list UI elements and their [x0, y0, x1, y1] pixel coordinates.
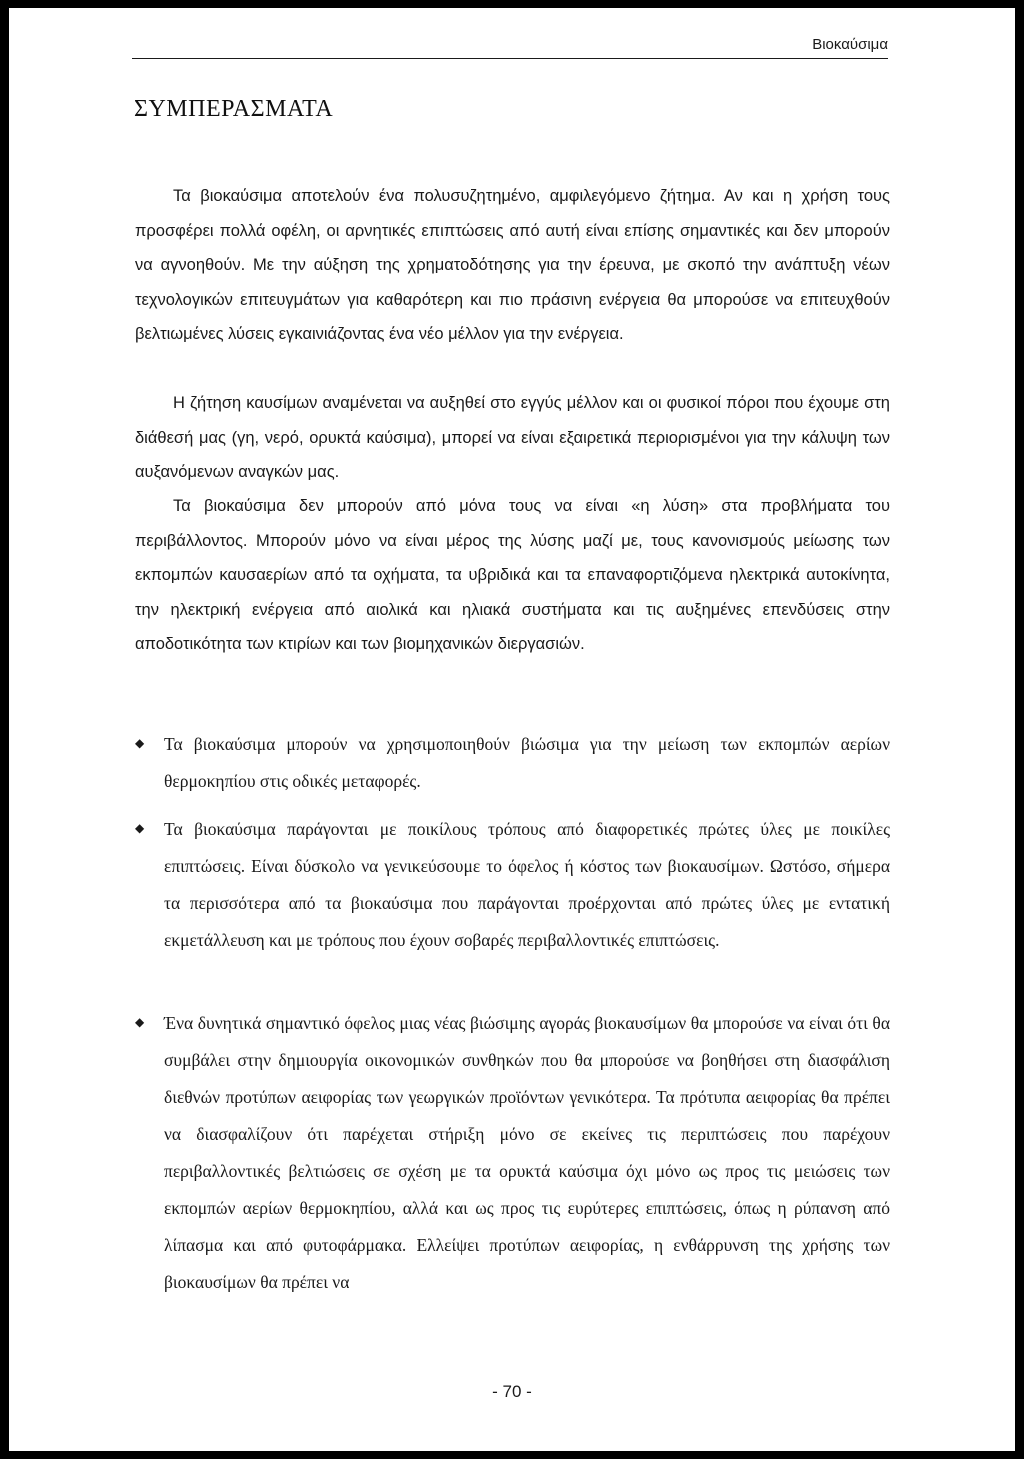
list-item	[135, 1005, 890, 1301]
running-header	[132, 32, 888, 59]
list-item	[135, 726, 890, 800]
bullet-list	[135, 726, 890, 800]
page-number: - 70 -	[492, 1382, 532, 1401]
bullet-text: Ένα δυνητικά σημαντικό όφελος μιας νέας βιώσιμης αγοράς βιοκαυσίμων θα μπορούσε να είναι ότι θα συμβάλει στην δημιουργία οικονομικών συνθηκών που θα μπορούσε να βοηθήσει στη διασφάλιση διεθνών προτύπων αειφορίας των γεωργικών προϊόντων γενικότερα. Τα πρότυπα αειφορίας θα πρέπει να διασφαλίζουν ότι παρέχεται στήριξη μόνο σε εκείνες τις περιπτώσεις που παρέχουν περιβαλλοντικές βελτιώσεις σε σχέση με τα ορυκτά καύσιμα όχι μόνο ως προς τις μειώσεις των εκπομπών αερίων θερμοκηπίου, αλλά και ως προς τις ευρύτερες επιπτώσεις, όπως η ρύπανση από λίπασμα και από φυτοφάρμακα. Ελλείψει προτύπων αειφορίας, η ενθάρρυνση της χρήσης των βιοκαυσίμων θα πρέπει να	[164, 1013, 890, 1292]
list-item	[135, 811, 890, 959]
paragraph-environment: Τα βιοκαύσιμα δεν μπορούν από μόνα τους να είναι «η λύση» στα προβλήματα του περιβάλλοντος. Μπορούν μόνο να είναι μέρος της λύσης μαζί με, τους κανονισμούς μείωσης των εκπομπών καυσαερίων από τα οχήματα, τα υβριδικά και τα επαναφορτιζόμενα ηλεκτρικά αυτοκίνητα, την ηλεκτρική ενέργεια από αιολικά και ηλιακά συστήματα και τις αυξημένες επενδύσεις στην αποδοτικότητα των κτιρίων και των βιομηχανικών διεργασιών.	[135, 497, 890, 653]
bullet-list	[135, 1005, 890, 1301]
bullet-text: Τα βιοκαύσιμα μπορούν να χρησιμοποιηθούν βιώσιμα για την μείωση των εκπομπών αερίων θερμοκηπίου στις οδικές μεταφορές.	[164, 734, 890, 791]
diamond-bullet-icon: ◆	[135, 821, 145, 835]
paragraph-intro: Τα βιοκαύσιμα αποτελούν ένα πολυσυζητημένο, αμφιλεγόμενο ζήτημα. Αν και η χρήση τους προσφέρει πολλά οφέλη, οι αρνητικές επιπτώσεις από αυτή είναι επίσης σημαντικές και δεν μπορούν να αγνοηθούν. Με την αύξηση της χρηματοδότησης για την έρευνα, με σκοπό την ανάπτυξη νέων τεχνολογικών επιτευγμάτων για καθαρότερη και πιο πράσινη ενέργεια θα μπορούσε να επιτευχθούν βελτιωμένες λύσεις εγκαινιάζοντας ένα νέο μέλλον για την ενέργεια.	[135, 187, 890, 343]
bullet-text: Τα βιοκαύσιμα παράγονται με ποικίλους τρόπους από διαφορετικές πρώτες ύλες με ποικίλες επιπτώσεις. Είναι δύσκολο να γενικεύσουμε το όφελος ή κόστος των βιοκαυσίμων. Ωστόσο, σήμερα τα περισσότερα από τα βιοκαύσιμα που παράγονται προέρχονται από πρώτες ύλες με εντατική εκμετάλλευση και με τρόπους που έχουν σοβαρές περιβαλλοντικές επιπτώσεις.	[164, 819, 890, 950]
running-header-title: Βιοκαύσιμα	[812, 36, 888, 53]
diamond-bullet-icon: ◆	[135, 1015, 145, 1029]
section-heading: ΣΥΜΠΕΡΑΣΜΑΤΑ	[134, 96, 334, 122]
paragraph-fuel-demand: Η ζήτηση καυσίμων αναμένεται να αυξηθεί στο εγγύς μέλλον και οι φυσικοί πόροι που έχουμε στη διάθεσή μας (γη, νερό, ορυκτά καύσιμα), μπορεί να είναι εξαιρετικά περιορισμένοι για την κάλυψη των αυξανόμενων αναγκών μας.	[135, 394, 890, 481]
diamond-bullet-icon: ◆	[135, 736, 145, 750]
bullet-list	[135, 811, 890, 959]
